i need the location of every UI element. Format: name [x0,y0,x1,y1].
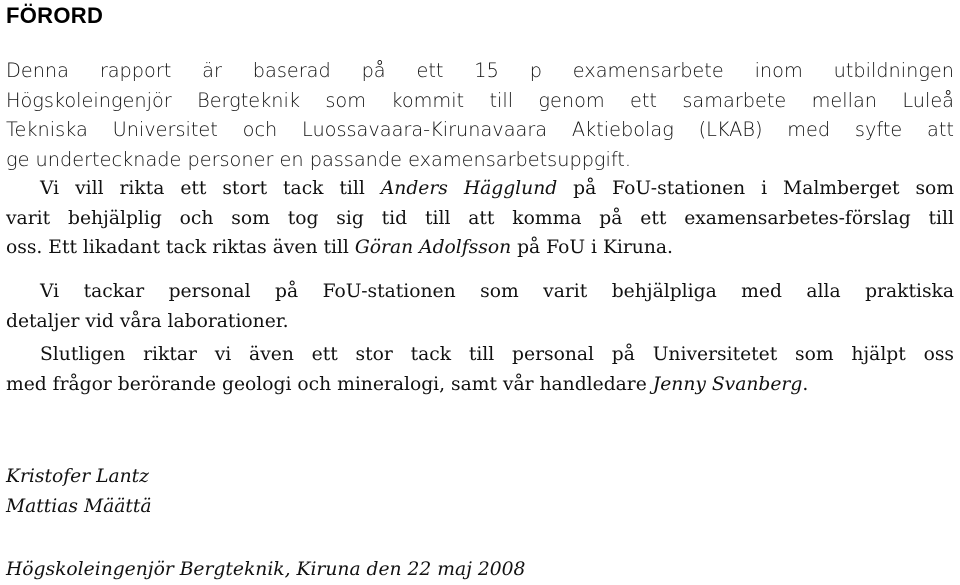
ack1-line-1: Vi vill rikta ett stort tack till Anders Hägglund på FoU-stationen i Malmberget som [40,178,955,199]
acknowledgement-paragraph-3 [6,340,954,399]
ack3-line-2: med frågor berörande geologi och mineralogi, samt vår handledare Jenny Svanberg. [6,373,809,395]
intro-paragraph [6,56,954,174]
person-name-anders: Anders Hägglund [380,178,558,199]
acknowledgement-paragraph-2 [6,277,954,336]
intro-line-3: Tekniska Universitet och Luossavaara-Kirunavaara Aktiebolag (LKAB) med syfte att [6,118,954,141]
acknowledgement-paragraph-1 [6,174,954,263]
page-title: FÖRORD [6,3,104,28]
signature-2: Mattias Määttä [6,496,152,517]
person-name-goran: Göran Adolfsson [354,237,512,258]
place-date-line: Högskoleingenjör Bergteknik, Kiruna den 22 maj 2008 [6,559,526,580]
ack2-line-1: Vi tackar personal på FoU-stationen som varit behjälpliga med alla praktiska [40,281,954,302]
intro-line-4: ge undertecknade personer en passande examensarbetsuppgift. [6,147,631,171]
ack3-line-1: Slutligen riktar vi även ett stor tack till personal på Universitetet som hjälpt oss [40,344,954,365]
ack2-line-2: detaljer vid våra laborationer. [6,310,289,332]
intro-line-1: Denna rapport är baserad på ett 15 p examensarbete inom utbildningen [6,59,954,82]
signature-1: Kristofer Lantz [6,466,150,487]
intro-line-2: Högskoleingenjör Bergteknik som kommit till genom ett samarbete mellan Luleå [6,88,954,112]
person-name-jenny: Jenny Svanberg [652,373,803,395]
ack1-line-3: oss. Ett likadant tack riktas även till Göran Adolfsson på FoU i Kiruna. [6,237,673,258]
ack1-line-2: varit behjälplig och som tog sig tid till att komma på ett examensarbetes-förslag till [6,207,954,229]
